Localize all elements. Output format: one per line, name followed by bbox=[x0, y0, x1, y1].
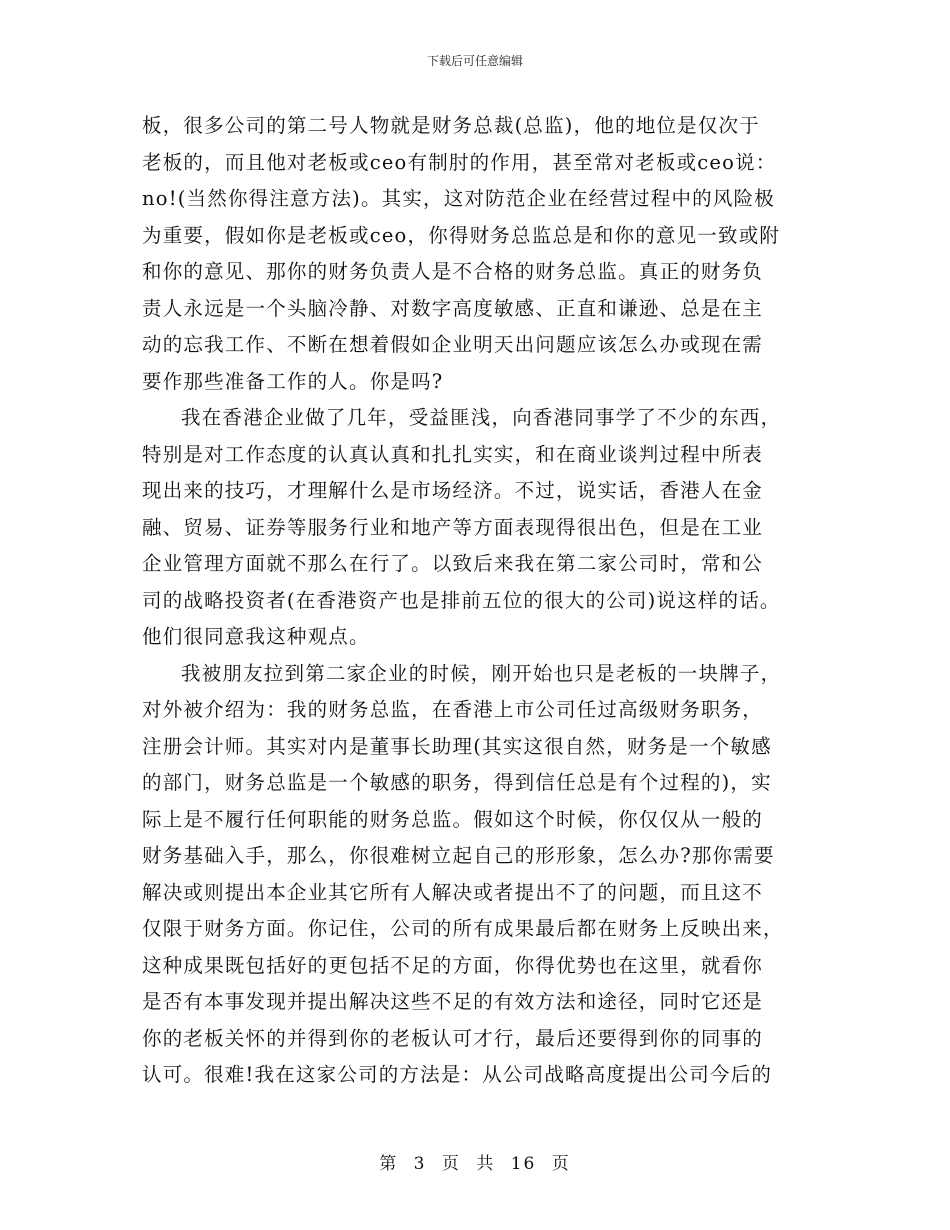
text-line: 特别是对工作态度的认真认真和扎扎实实，和在商业谈判过程中所表 bbox=[142, 442, 764, 466]
footer-total-word: 共 bbox=[476, 1154, 496, 1174]
total-pages-number: 16 bbox=[510, 1154, 537, 1174]
text-line: 对外被介绍为：我的财务总监，在香港上市公司任过高级财务职务， bbox=[142, 698, 764, 721]
text-line: 这种成果既包括好的更包括不足的方面，你得优势也在这里，就看你 bbox=[142, 953, 764, 977]
text-line: 和你的意见、那你的财务负责人是不合格的财务总监。真正的财务负 bbox=[142, 260, 764, 283]
page-footer bbox=[0, 1153, 950, 1175]
text-line: 际上是不履行任何职能的财务总监。假如这个时候，你仅仅从一般的 bbox=[142, 807, 764, 831]
text-line: 注册会计师。其实对内是董事长助理(其实这很自然，财务是一个敏感 bbox=[142, 734, 772, 758]
current-page-number: 3 bbox=[413, 1154, 427, 1174]
paragraph bbox=[142, 656, 806, 1094]
text-line: 企业管理方面就不那么在行了。以致后来我在第二家公司时，常和公 bbox=[142, 552, 764, 575]
text-line: 我在香港企业做了几年，受益匪浅，向香港同事学了不少的东西， bbox=[181, 406, 782, 429]
text-line: 要作那些准备工作的人。你是吗? bbox=[142, 369, 444, 393]
paragraph bbox=[142, 108, 806, 400]
document-body bbox=[142, 108, 806, 1094]
text-line: 认可。很难!我在这家公司的方法是：从公司战略高度提出公司今后的 bbox=[142, 1063, 773, 1086]
header-text: 下载后可任意编辑 bbox=[426, 54, 523, 68]
text-line: 你的老板关怀的并得到你的老板认可才行，最后还要得到你的同事的 bbox=[142, 1026, 764, 1050]
text-line: 仅限于财务方面。你记住，公司的所有成果最后都在财务上反映出来， bbox=[142, 917, 784, 940]
text-line: no!(当然你得注意方法)。其实，这对防范企业在经营过程中的风险极 bbox=[142, 187, 775, 210]
text-line: 我被朋友拉到第二家企业的时候，刚开始也只是老板的一块牌子， bbox=[181, 661, 782, 685]
text-line: 现出来的技巧，才理解什么是市场经济。不过，说实话，香港人在金 bbox=[142, 479, 764, 502]
text-line: 融、贸易、证券等服务行业和地产等方面表现得很出色，但是在工业 bbox=[142, 515, 764, 539]
text-line: 责人永远是一个头脑冷静、对数字高度敏感、正直和谦逊、总是在主 bbox=[142, 296, 764, 320]
text-line: 动的忘我工作、不断在想着假如企业明天出问题应该怎么办或现在需 bbox=[142, 333, 764, 356]
paragraph bbox=[142, 400, 806, 656]
text-line: 为重要，假如你是老板或ceo，你得财务总监总是和你的意见一致或附 bbox=[142, 223, 781, 247]
footer-suffix: 页 bbox=[551, 1154, 571, 1174]
text-line: 是否有本事发现并提出解决这些不足的有效方法和途径，同时它还是 bbox=[142, 990, 764, 1013]
text-line: 老板的，而且他对老板或ceo有制肘的作用，甚至常对老板或ceo说： bbox=[142, 150, 777, 174]
text-line: 板，很多公司的第二号人物就是财务总裁(总监)，他的地位是仅次于 bbox=[142, 114, 760, 137]
text-line: 的部门，财务总监是一个敏感的职务，得到信任总是有个过程的)，实 bbox=[142, 771, 772, 794]
text-line: 他们很同意我这种观点。 bbox=[142, 625, 370, 648]
page-header bbox=[0, 53, 950, 69]
footer-page-word: 页 bbox=[441, 1154, 461, 1174]
text-line: 解决或则提出本企业其它所有人解决或者提出不了的问题，而且这不 bbox=[142, 880, 764, 904]
text-line: 司的战略投资者(在香港资产也是排前五位的很大的公司)说这样的话。 bbox=[142, 588, 781, 612]
footer-prefix: 第 bbox=[379, 1154, 399, 1174]
text-line: 财务基础入手，那么，你很难树立起自己的形形象，怎么办?那你需要 bbox=[142, 844, 775, 867]
